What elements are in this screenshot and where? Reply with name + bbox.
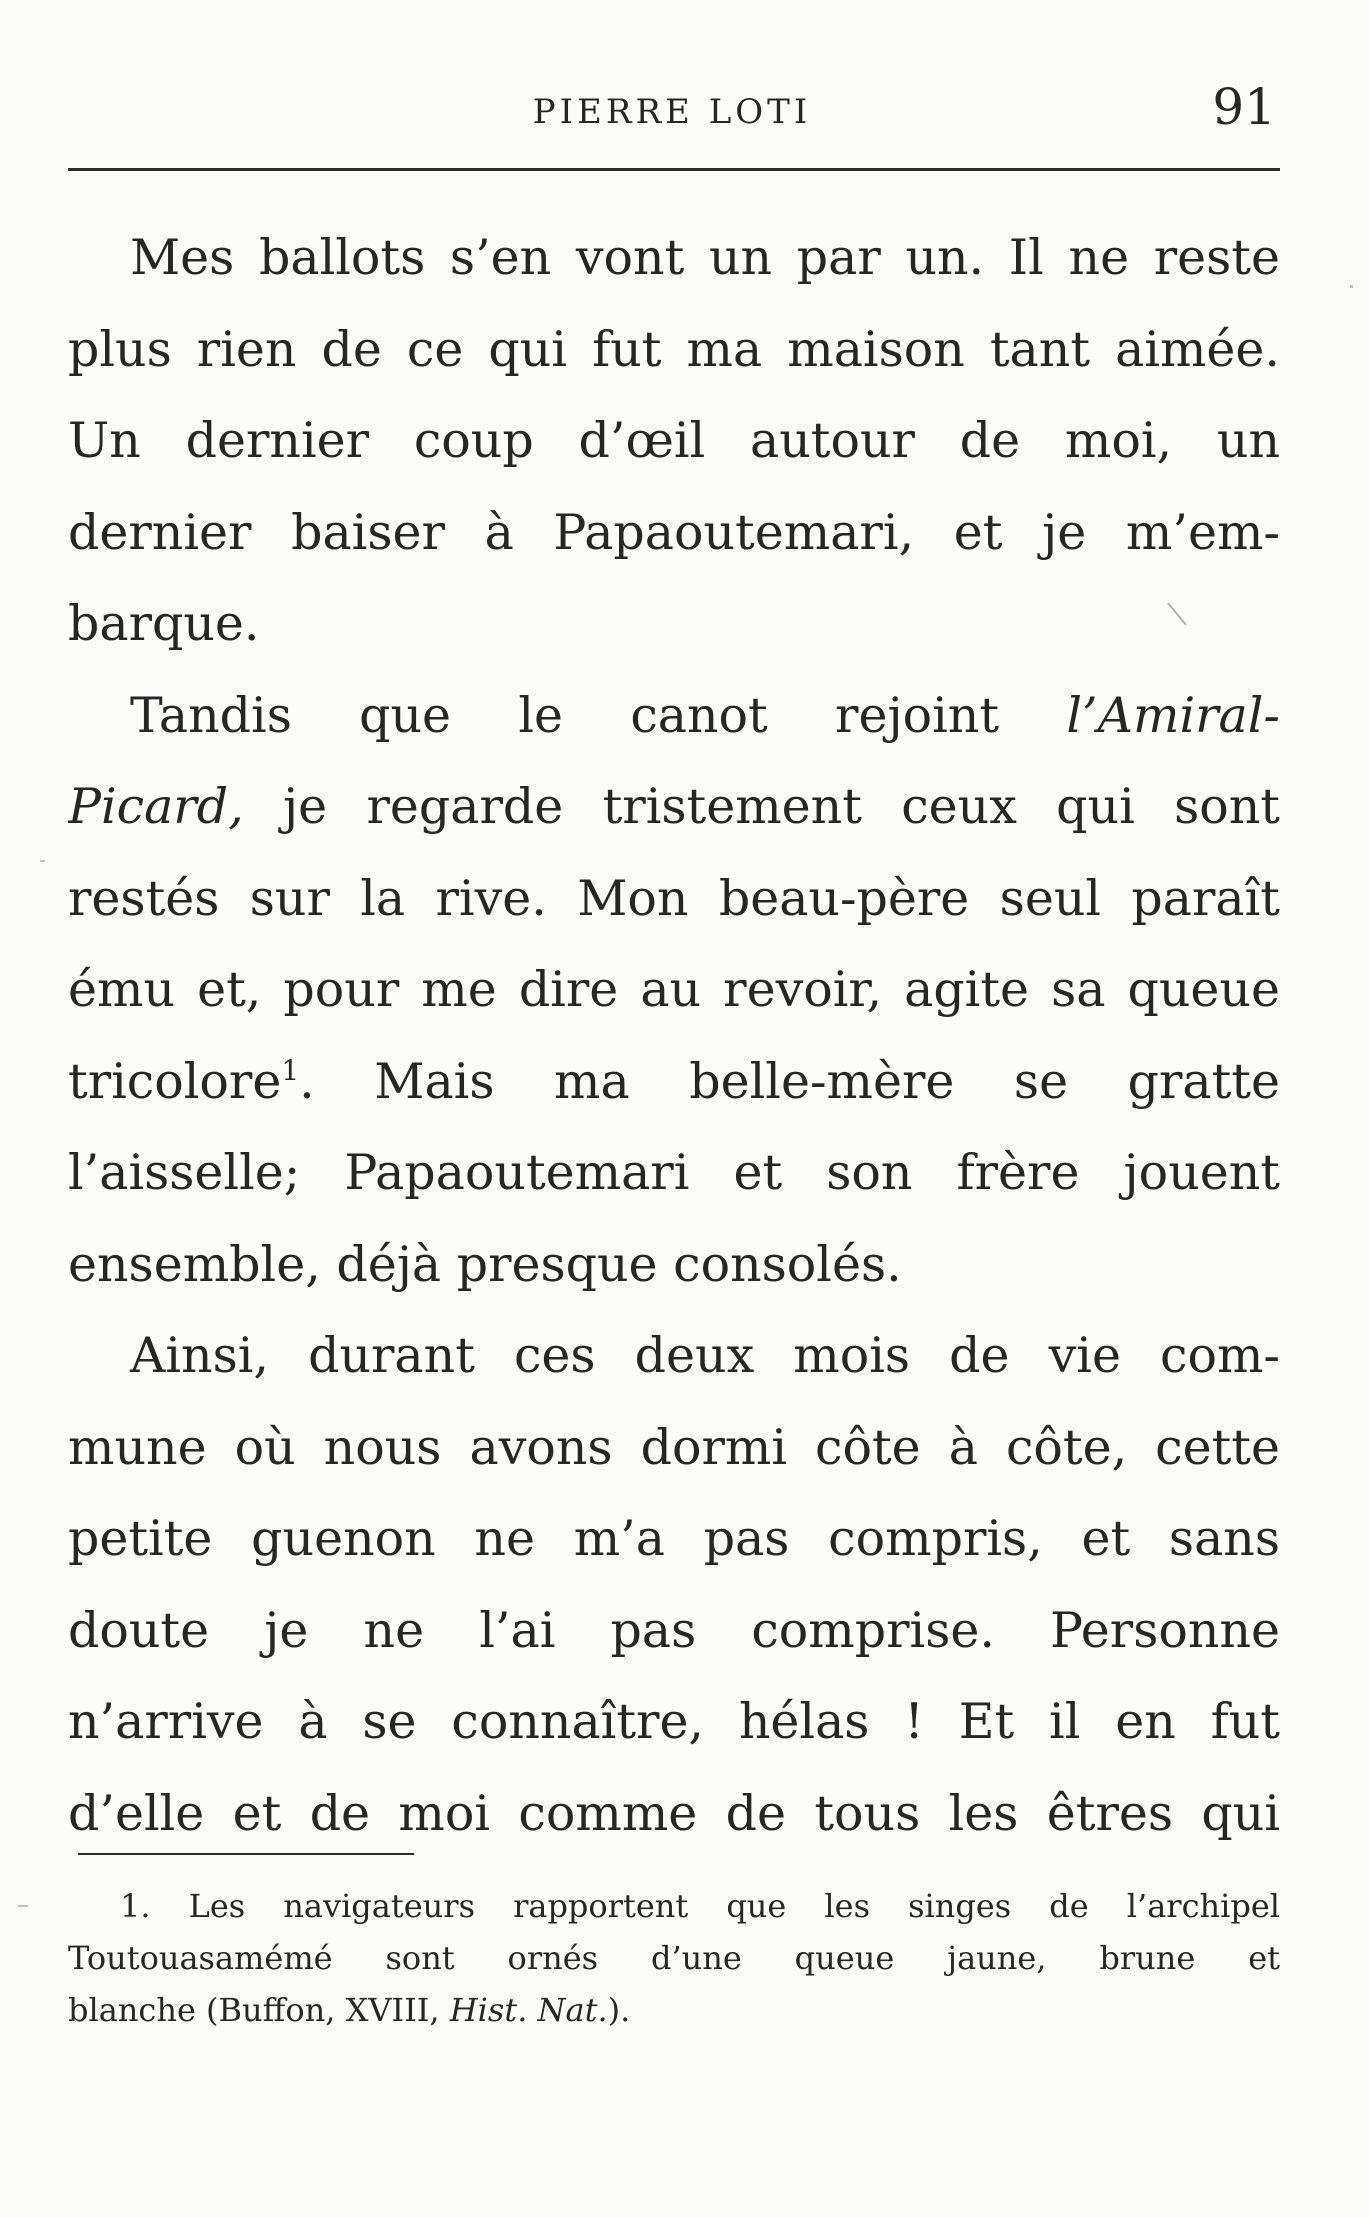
text-line: mune où nous avons dormi côte à côte, cette	[68, 1418, 1280, 1476]
text-line	[68, 670, 1280, 762]
text-line: ému et, pour me dire au revoir, agite sa queue	[68, 961, 1280, 1018]
text-line	[68, 761, 1280, 853]
text-line: doute je ne l’ai pas comprise. Personne	[68, 1601, 1280, 1659]
text-line: Un dernier coup d’œil autour de moi, un	[68, 412, 1280, 469]
text-line: plus rien de ce qui fut ma maison tant aimée.	[68, 320, 1280, 378]
text-span: tricolore	[68, 1052, 282, 1110]
text-line: d’elle et de moi comme de tous les êtres qui	[68, 1784, 1280, 1842]
running-title: PIERRE LOTI	[532, 92, 812, 132]
footnote-rule	[78, 1853, 414, 1855]
scan-speck	[18, 1905, 28, 1907]
ship-name-italic: Picard,	[68, 778, 244, 835]
text-line: ensemble, déjà presque consolés.	[68, 1235, 902, 1293]
text-span: . Mais ma belle-mère se gratte	[299, 1052, 1280, 1110]
footnote-line: Toutouasamémé sont ornés d’une queue jaune, brune et	[68, 1939, 1280, 1977]
scan-speck	[1350, 285, 1353, 288]
text-line: Mes ballots s’en vont un par un. Il ne reste	[130, 229, 1280, 286]
text-span: Tandis que le canot rejoint	[130, 686, 1067, 744]
text-line: n’arrive à se connaître, hélas ! Et il en fut	[68, 1693, 1280, 1750]
running-head	[68, 78, 1276, 148]
text-line	[68, 1036, 1280, 1128]
footnote-line: 1. Les navigateurs rapportent que les singes de l’archipel	[120, 1887, 1280, 1925]
text-line: barque.	[68, 595, 260, 652]
header-rule	[68, 168, 1280, 171]
scan-speck	[40, 860, 45, 862]
page-number: 91	[1212, 78, 1276, 136]
footnote-line	[68, 1984, 1280, 2036]
text-span: je regarde tristement ceux qui sont	[243, 778, 1280, 835]
text-span: ).	[607, 1991, 631, 2029]
text-line: Ainsi, durant ces deux mois de vie com-	[130, 1327, 1280, 1384]
citation-italic: Hist. Nat.	[449, 1991, 608, 2029]
text-line: l’aisselle; Papaoutemari et son frère jouent	[68, 1144, 1280, 1201]
body-text	[68, 212, 1280, 1859]
text-line: petite guenon ne m’a pas compris, et sans	[68, 1510, 1280, 1567]
text-line: dernier baiser à Papaoutemari, et je m’em-	[68, 503, 1280, 561]
footnote-reference[interactable]: 1	[281, 1053, 300, 1087]
footnote	[68, 1880, 1280, 2036]
text-span: blanche (Buffon, XVIII,	[68, 1991, 450, 2029]
text-line: restés sur la rive. Mon beau-père seul paraît	[68, 869, 1280, 927]
ship-name-italic: l’Amiral-	[1066, 686, 1280, 744]
